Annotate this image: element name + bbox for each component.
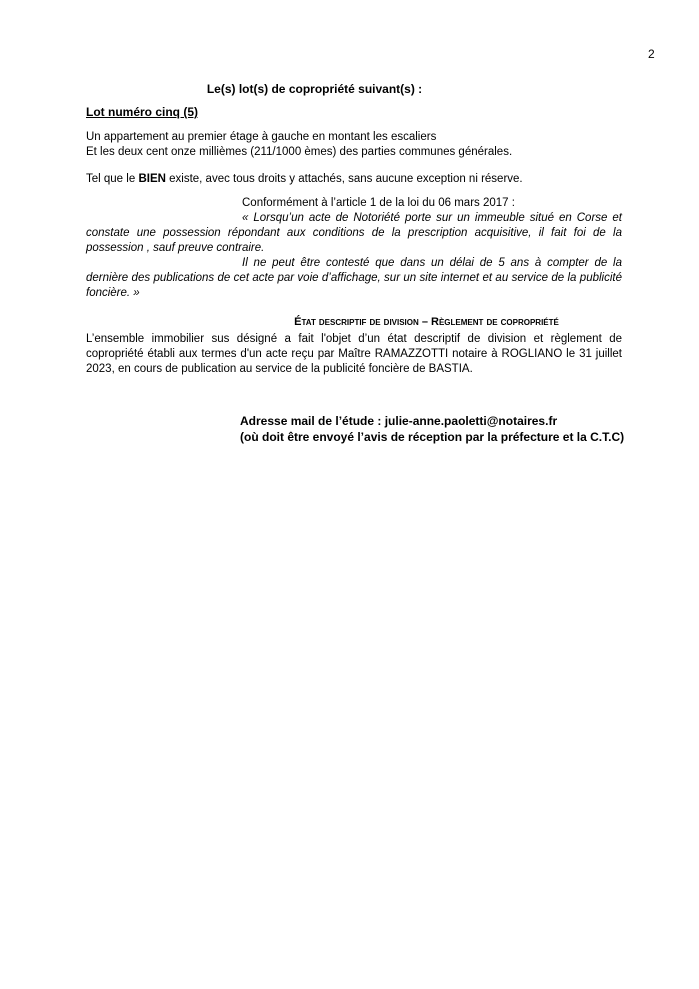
lot-description-line: Et les deux cent onze millièmes (211/1000 èmes) des parties communes générales.	[86, 146, 513, 158]
quote-paragraph: « Lorsqu’un acte de Notoriété porte sur un immeuble situé en Corse et constate une possession répondant aux conditions de la prescription acquisitive, il fait foi de la possession , sauf preuve contraire.	[86, 212, 622, 254]
page-number: 2	[648, 47, 655, 61]
section-body: L’ensemble immobilier sus désigné a fait l'objet d’un état descriptif de division et règlement de copropriété établi aux termes d'un acte reçu par Maître RAMAZZOTTI notaire à ROGLIANO le 31 juillet 2023, en cours de publication au service de la publicité foncière de BASTIA.	[86, 333, 622, 375]
law-intro: Conformément à l’article 1 de la loi du 06 mars 2017 :	[242, 197, 515, 209]
section-title: État descriptif de division – Règlement de copropriété	[294, 316, 559, 328]
contact-email-line: Adresse mail de l’étude : julie-anne.paoletti@notaires.fr	[240, 414, 558, 428]
law-quote	[86, 211, 622, 301]
contact-block	[240, 413, 624, 445]
lot-title: Lot numéro cinq (5)	[86, 105, 198, 119]
lots-heading: Le(s) lot(s) de copropriété suivant(s) :	[206, 82, 423, 96]
bien-bold: BIEN	[138, 173, 166, 185]
contact-note-line: (où doit être envoyé l’avis de réception par la préfecture et la C.T.C)	[240, 430, 625, 444]
quote-paragraph: Il ne peut être contesté que dans un délai de 5 ans à compter de la dernière des publications de cet acte par voie d’affichage, sur un site internet et au service de la publicité foncière. »	[86, 257, 622, 299]
lot-description	[86, 130, 622, 160]
lot-description-line: Un appartement au premier étage à gauche en montant les escaliers	[86, 131, 437, 143]
bien-sentence: Tel que le BIEN existe, avec tous droits y attachés, sans aucune exception ni réserve.	[86, 173, 523, 185]
